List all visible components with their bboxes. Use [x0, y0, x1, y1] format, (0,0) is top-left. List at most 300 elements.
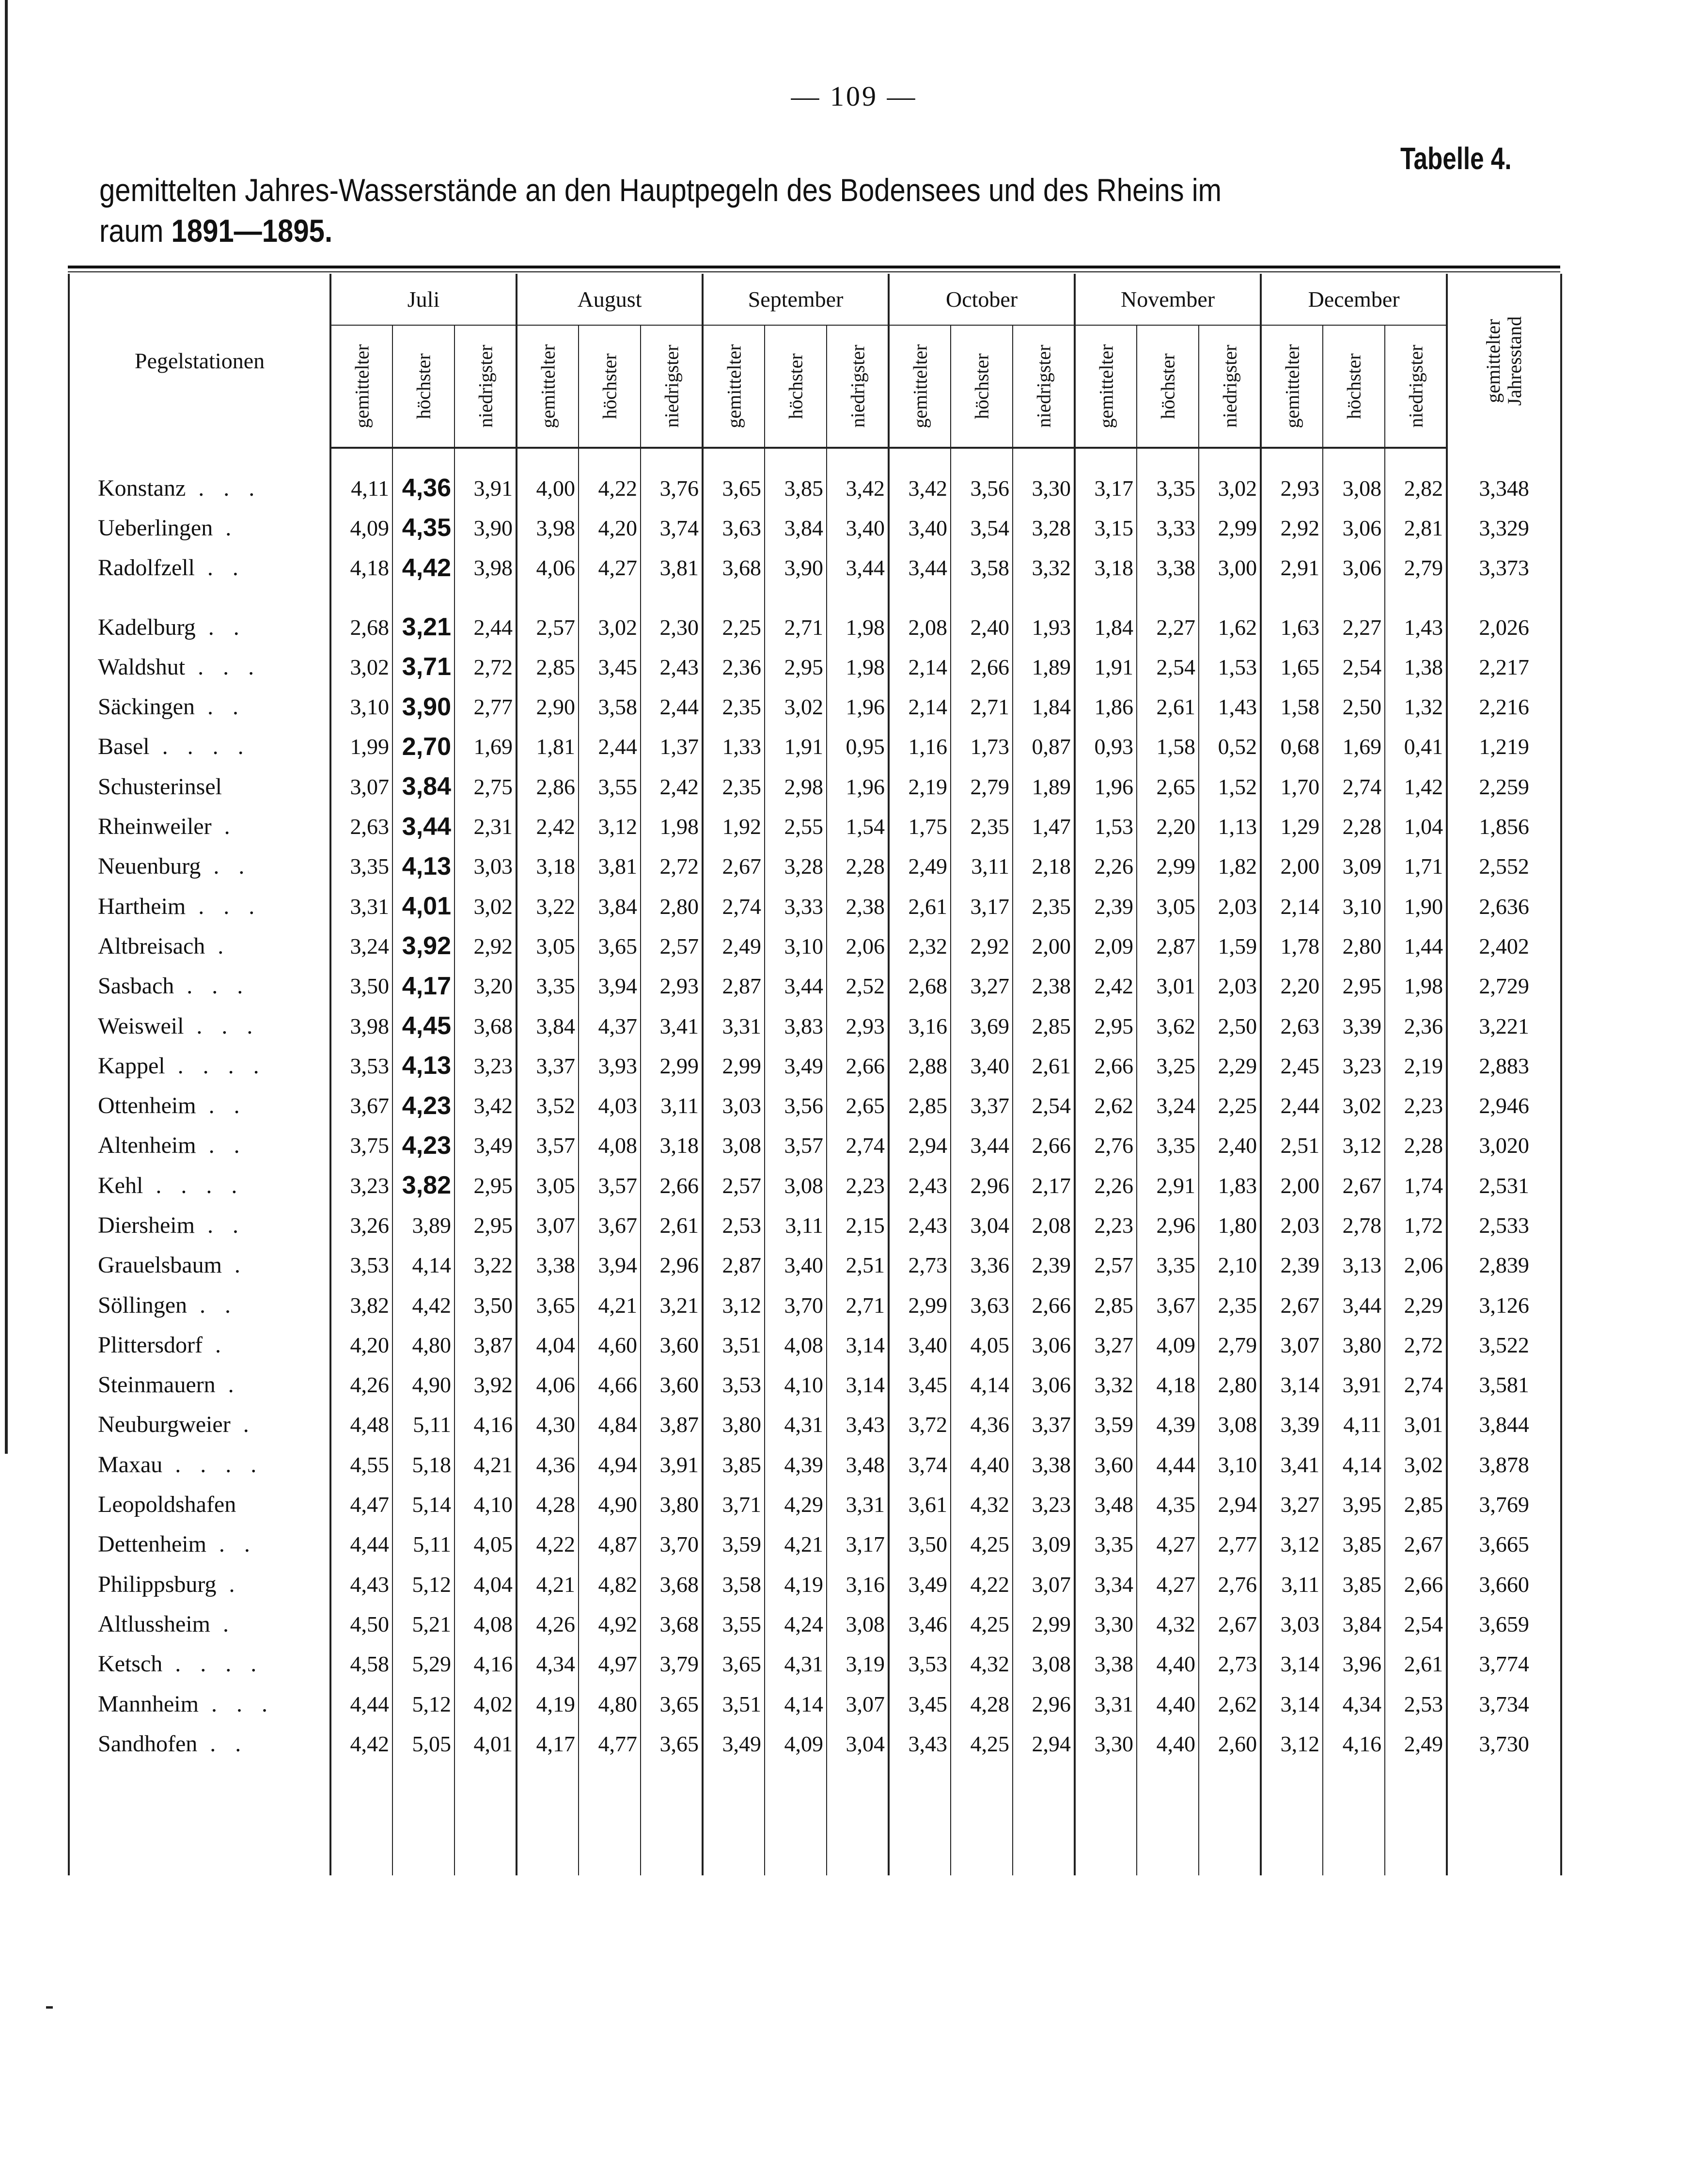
- value-cell: 3,89: [392, 1205, 454, 1245]
- value-cell: 3,23: [454, 1046, 517, 1085]
- value-cell: 2,42: [517, 806, 579, 846]
- value-cell: 3,22: [454, 1245, 517, 1285]
- value-cell: 2,44: [1261, 1085, 1323, 1125]
- value-cell: 2,09: [1075, 926, 1137, 966]
- value-cell: 3,30: [1075, 1604, 1137, 1644]
- value-cell: 2,32: [889, 926, 951, 966]
- value-cell: 3,11: [1261, 1564, 1323, 1604]
- value-cell: 3,65: [703, 1644, 765, 1684]
- value-cell: 3,58: [951, 548, 1013, 588]
- table-label: Tabelle 4.: [1400, 141, 1512, 176]
- value-cell: 3,75: [330, 1126, 392, 1165]
- table-row: [69, 926, 1561, 966]
- value-cell: 3,37: [951, 1085, 1013, 1125]
- value-cell: 1,29: [1261, 806, 1323, 846]
- value-cell: 2,06: [1385, 1245, 1447, 1285]
- value-cell: 4,20: [579, 508, 641, 548]
- value-cell: 3,08: [703, 1126, 765, 1165]
- value-cell: 4,28: [951, 1684, 1013, 1724]
- value-cell: 1,75: [889, 806, 951, 846]
- value-cell: 3,05: [517, 926, 579, 966]
- station-label: Neuburgweier: [98, 1412, 231, 1438]
- value-cell: 1,69: [1323, 727, 1385, 767]
- table-row: [69, 1484, 1561, 1524]
- value-cell: 4,58: [330, 1644, 392, 1684]
- value-cell: 2,19: [889, 767, 951, 806]
- value-cell: 2,70: [392, 727, 454, 767]
- station-name: [69, 1604, 330, 1644]
- value-cell: 1,63: [1261, 607, 1323, 647]
- value-cell: 4,14: [765, 1684, 827, 1724]
- subheader-gemittelter-3: [889, 325, 951, 448]
- value-cell: 4,35: [392, 508, 454, 548]
- subheader-niedrigster-2: [827, 325, 889, 448]
- value-cell: 3,80: [1323, 1325, 1385, 1365]
- value-cell: 4,39: [1137, 1405, 1199, 1445]
- value-cell: 3,28: [1013, 508, 1075, 548]
- value-cell: 2,78: [1323, 1205, 1385, 1245]
- value-cell: 2,53: [703, 1205, 765, 1245]
- subheader-label: höchster: [1157, 353, 1179, 419]
- value-cell: 1,78: [1261, 926, 1323, 966]
- value-cell: 4,44: [330, 1525, 392, 1564]
- value-cell: 2,99: [641, 1046, 703, 1085]
- station-name: [69, 1205, 330, 1245]
- leader-dots: . . .: [185, 654, 261, 680]
- value-cell: 3,01: [1385, 1405, 1447, 1445]
- value-cell: 4,14: [1323, 1445, 1385, 1484]
- value-cell: 3,67: [579, 1205, 641, 1245]
- value-cell: 3,37: [1013, 1405, 1075, 1445]
- value-cell: 3,03: [703, 1085, 765, 1125]
- month-header-november: November: [1075, 274, 1261, 325]
- leader-dots: .: [202, 1332, 228, 1358]
- water-level-table: [68, 274, 1562, 1875]
- value-cell: 2,92: [1261, 508, 1323, 548]
- value-cell: 1,96: [827, 687, 889, 726]
- value-cell: 3,91: [454, 468, 517, 508]
- value-cell: 4,21: [454, 1445, 517, 1484]
- value-cell: 3,51: [703, 1684, 765, 1724]
- value-cell: 1,53: [1199, 647, 1261, 687]
- value-cell: 2,14: [889, 687, 951, 726]
- value-cell: 4,02: [454, 1684, 517, 1724]
- annual-value: 3,329: [1447, 508, 1561, 548]
- value-cell: 3,40: [765, 1245, 827, 1285]
- value-cell: 1,42: [1385, 767, 1447, 806]
- station-label: Radolfzell: [98, 555, 195, 581]
- value-cell: 2,42: [641, 767, 703, 806]
- value-cell: 2,96: [641, 1245, 703, 1285]
- table-row: [69, 1644, 1561, 1684]
- value-cell: 3,65: [579, 926, 641, 966]
- annual-value: 3,878: [1447, 1445, 1561, 1484]
- station-label: Dettenheim: [98, 1531, 206, 1557]
- value-cell: 2,96: [1137, 1205, 1199, 1245]
- value-cell: 1,98: [641, 806, 703, 846]
- value-cell: 3,32: [1013, 548, 1075, 588]
- station-label: Ottenheim: [98, 1093, 196, 1119]
- value-cell: 3,07: [517, 1205, 579, 1245]
- value-cell: 3,46: [889, 1604, 951, 1644]
- value-cell: 4,05: [951, 1325, 1013, 1365]
- value-cell: 3,52: [517, 1085, 579, 1125]
- subheader-gemittelter-0: [330, 325, 392, 448]
- value-cell: 3,12: [1261, 1525, 1323, 1564]
- value-cell: 3,35: [330, 847, 392, 886]
- value-cell: 3,11: [765, 1205, 827, 1245]
- value-cell: 4,66: [579, 1365, 641, 1405]
- value-cell: 3,71: [703, 1484, 765, 1524]
- value-cell: 1,98: [827, 607, 889, 647]
- annual-value: 2,946: [1447, 1085, 1561, 1125]
- table-row: [69, 1445, 1561, 1484]
- table-row: [69, 1046, 1561, 1085]
- value-cell: 2,85: [1013, 1006, 1075, 1046]
- subheader-gemittelter-5: [1261, 325, 1323, 448]
- value-cell: 3,53: [330, 1245, 392, 1285]
- annual-value: 3,522: [1447, 1325, 1561, 1365]
- value-cell: 2,79: [1385, 548, 1447, 588]
- value-cell: 3,84: [765, 508, 827, 548]
- value-cell: 3,82: [392, 1165, 454, 1205]
- station-label: Neuenburg: [98, 853, 201, 880]
- value-cell: 3,38: [1075, 1644, 1137, 1684]
- value-cell: 3,23: [1323, 1046, 1385, 1085]
- value-cell: 3,65: [517, 1285, 579, 1325]
- value-cell: 3,07: [1013, 1564, 1075, 1604]
- value-cell: 4,36: [392, 468, 454, 508]
- value-cell: 1,62: [1199, 607, 1261, 647]
- value-cell: 4,29: [765, 1484, 827, 1524]
- value-cell: 2,76: [1075, 1126, 1137, 1165]
- station-label: Ketsch: [98, 1651, 163, 1677]
- value-cell: 3,08: [1199, 1405, 1261, 1445]
- value-cell: 2,93: [641, 966, 703, 1006]
- value-cell: 4,19: [765, 1564, 827, 1604]
- value-cell: 3,12: [579, 806, 641, 846]
- value-cell: 2,52: [827, 966, 889, 1006]
- value-cell: 1,38: [1385, 647, 1447, 687]
- value-cell: 3,10: [1199, 1445, 1261, 1484]
- value-cell: 4,27: [1137, 1564, 1199, 1604]
- value-cell: 3,83: [765, 1006, 827, 1046]
- leader-dots: . . . .: [162, 1651, 264, 1677]
- value-cell: 4,10: [765, 1365, 827, 1405]
- value-cell: 2,44: [579, 727, 641, 767]
- value-cell: 3,35: [1075, 1525, 1137, 1564]
- station-name: [69, 966, 330, 1006]
- value-cell: 5,14: [392, 1484, 454, 1524]
- value-cell: 3,42: [454, 1085, 517, 1125]
- value-cell: 2,45: [1261, 1046, 1323, 1085]
- value-cell: 4,37: [579, 1006, 641, 1046]
- value-cell: 4,26: [517, 1604, 579, 1644]
- subheader-gemittelter-1: [517, 325, 579, 448]
- table-row: [69, 1205, 1561, 1245]
- value-cell: 3,38: [517, 1245, 579, 1285]
- value-cell: 4,31: [765, 1405, 827, 1445]
- table-row: [69, 1564, 1561, 1604]
- annual-value: 2,531: [1447, 1165, 1561, 1205]
- spacer-row: [69, 1764, 1561, 1875]
- value-cell: 3,68: [454, 1006, 517, 1046]
- value-cell: 3,31: [827, 1484, 889, 1524]
- leader-dots: . . . .: [143, 1172, 244, 1198]
- value-cell: 3,49: [765, 1046, 827, 1085]
- value-cell: 4,42: [392, 1285, 454, 1325]
- value-cell: 3,40: [889, 508, 951, 548]
- page-title: [99, 170, 1222, 251]
- value-cell: 3,50: [454, 1285, 517, 1325]
- value-cell: 4,28: [517, 1484, 579, 1524]
- value-cell: 4,14: [951, 1365, 1013, 1405]
- value-cell: 2,98: [765, 767, 827, 806]
- value-cell: 3,67: [1137, 1285, 1199, 1325]
- value-cell: 4,40: [1137, 1644, 1199, 1684]
- value-cell: 2,82: [1385, 468, 1447, 508]
- leader-dots: . . .: [186, 475, 262, 501]
- value-cell: 0,52: [1199, 727, 1261, 767]
- value-cell: 2,51: [827, 1245, 889, 1285]
- value-cell: 2,62: [1199, 1684, 1261, 1724]
- table-row: [69, 1245, 1561, 1285]
- value-cell: 3,17: [827, 1525, 889, 1564]
- value-cell: 4,01: [454, 1724, 517, 1763]
- value-cell: 3,28: [765, 847, 827, 886]
- table-row: [69, 1684, 1561, 1724]
- value-cell: 3,58: [579, 687, 641, 726]
- value-cell: 3,92: [454, 1365, 517, 1405]
- value-cell: 2,49: [889, 847, 951, 886]
- value-cell: 4,04: [517, 1325, 579, 1365]
- value-cell: 4,17: [392, 966, 454, 1006]
- value-cell: 3,76: [641, 468, 703, 508]
- annual-value: 3,659: [1447, 1604, 1561, 1644]
- station-label: Sandhofen: [98, 1730, 198, 1757]
- value-cell: 2,63: [1261, 1006, 1323, 1046]
- value-cell: 4,25: [951, 1525, 1013, 1564]
- subheader-label: niedrigster: [1405, 345, 1427, 428]
- annual-value: 3,373: [1447, 548, 1561, 588]
- station-label: Diersheim: [98, 1212, 195, 1238]
- value-cell: 2,08: [1013, 1205, 1075, 1245]
- value-cell: 2,03: [1199, 886, 1261, 926]
- value-cell: 3,50: [889, 1525, 951, 1564]
- value-cell: 2,50: [1199, 1006, 1261, 1046]
- annual-value: 3,581: [1447, 1365, 1561, 1405]
- value-cell: 2,95: [454, 1165, 517, 1205]
- table-row: [69, 1126, 1561, 1165]
- value-cell: 2,91: [1137, 1165, 1199, 1205]
- value-cell: 2,35: [703, 767, 765, 806]
- value-cell: 4,36: [951, 1405, 1013, 1445]
- station-label: Rheinweiler: [98, 814, 212, 840]
- value-cell: 1,73: [951, 727, 1013, 767]
- subheader-label: gemittelter: [723, 344, 745, 428]
- value-cell: 4,82: [579, 1564, 641, 1604]
- value-cell: 3,69: [951, 1006, 1013, 1046]
- value-cell: 3,35: [1137, 1126, 1199, 1165]
- value-cell: 1,92: [703, 806, 765, 846]
- station-name: [69, 1285, 330, 1325]
- value-cell: 3,71: [392, 647, 454, 687]
- value-cell: 4,04: [454, 1564, 517, 1604]
- value-cell: 3,56: [765, 1085, 827, 1125]
- value-cell: 1,72: [1385, 1205, 1447, 1245]
- value-cell: 2,73: [889, 1245, 951, 1285]
- table-row: [69, 1006, 1561, 1046]
- value-cell: 3,87: [641, 1405, 703, 1445]
- annual-value: 2,533: [1447, 1205, 1561, 1245]
- station-name: [69, 886, 330, 926]
- value-cell: 1,69: [454, 727, 517, 767]
- station-name: [69, 508, 330, 548]
- station-label: Steinmauern: [98, 1372, 216, 1398]
- leader-dots: . . . .: [149, 734, 251, 760]
- value-cell: 3,17: [1075, 468, 1137, 508]
- value-cell: 2,53: [1385, 1684, 1447, 1724]
- value-cell: 2,25: [703, 607, 765, 647]
- value-cell: 2,44: [454, 607, 517, 647]
- value-cell: 2,87: [703, 1245, 765, 1285]
- value-cell: 2,67: [1385, 1525, 1447, 1564]
- value-cell: 2,66: [951, 647, 1013, 687]
- value-cell: 3,44: [392, 806, 454, 846]
- value-cell: 3,30: [1013, 468, 1075, 508]
- value-cell: 3,48: [827, 1445, 889, 1484]
- annual-value: 3,774: [1447, 1644, 1561, 1684]
- value-cell: 3,60: [641, 1325, 703, 1365]
- value-cell: 1,93: [1013, 607, 1075, 647]
- subheader-label: niedrigster: [1033, 345, 1055, 428]
- value-cell: 3,01: [1137, 966, 1199, 1006]
- station-label: Schusterinsel: [98, 773, 222, 800]
- value-cell: 2,44: [641, 687, 703, 726]
- value-cell: 2,93: [1261, 468, 1323, 508]
- value-cell: 2,74: [827, 1126, 889, 1165]
- value-cell: 3,94: [579, 1245, 641, 1285]
- value-cell: 4,39: [765, 1445, 827, 1484]
- value-cell: 2,39: [1261, 1245, 1323, 1285]
- value-cell: 2,38: [1013, 966, 1075, 1006]
- value-cell: 4,25: [951, 1724, 1013, 1763]
- value-cell: 3,07: [827, 1684, 889, 1724]
- value-cell: 4,21: [579, 1285, 641, 1325]
- value-cell: 3,10: [765, 926, 827, 966]
- value-cell: 2,88: [889, 1046, 951, 1085]
- value-cell: 4,47: [330, 1484, 392, 1524]
- value-cell: 2,28: [1323, 806, 1385, 846]
- value-cell: 4,08: [454, 1604, 517, 1644]
- value-cell: 2,77: [454, 687, 517, 726]
- value-cell: 2,65: [1137, 767, 1199, 806]
- value-cell: 3,53: [703, 1365, 765, 1405]
- station-label: Leopoldshafen: [98, 1492, 236, 1518]
- value-cell: 2,99: [1199, 508, 1261, 548]
- value-cell: 2,28: [1385, 1126, 1447, 1165]
- value-cell: 3,98: [330, 1006, 392, 1046]
- station-name: [69, 1484, 330, 1524]
- value-cell: 3,21: [641, 1285, 703, 1325]
- station-label: Sasbach: [98, 973, 174, 999]
- station-name: [69, 1006, 330, 1046]
- value-cell: 3,09: [1323, 847, 1385, 886]
- value-cell: 2,29: [1199, 1046, 1261, 1085]
- value-cell: 2,28: [827, 847, 889, 886]
- table-row: [69, 1405, 1561, 1445]
- value-cell: 1,91: [765, 727, 827, 767]
- value-cell: 4,19: [517, 1684, 579, 1724]
- value-cell: 3,98: [517, 508, 579, 548]
- spacer-row: [69, 588, 1561, 607]
- spacer-row: [69, 448, 1561, 468]
- value-cell: 4,40: [1137, 1724, 1199, 1763]
- value-cell: 2,92: [454, 926, 517, 966]
- value-cell: 3,33: [765, 886, 827, 926]
- value-cell: 2,35: [951, 806, 1013, 846]
- value-cell: 3,93: [579, 1046, 641, 1085]
- value-cell: 2,35: [1013, 886, 1075, 926]
- value-cell: 3,60: [641, 1365, 703, 1405]
- value-cell: 3,18: [1075, 548, 1137, 588]
- value-cell: 4,80: [579, 1684, 641, 1724]
- value-cell: 2,30: [641, 607, 703, 647]
- value-cell: 1,04: [1385, 806, 1447, 846]
- value-cell: 4,45: [392, 1006, 454, 1046]
- value-cell: 3,02: [1199, 468, 1261, 508]
- value-cell: 2,26: [1075, 847, 1137, 886]
- annual-value: 2,026: [1447, 607, 1561, 647]
- annual-value: 3,730: [1447, 1724, 1561, 1763]
- value-cell: 3,65: [641, 1724, 703, 1763]
- leader-dots: . . . .: [165, 1053, 266, 1079]
- value-cell: 3,20: [454, 966, 517, 1006]
- value-cell: 3,34: [1075, 1564, 1137, 1604]
- value-cell: 1,54: [827, 806, 889, 846]
- value-cell: 2,92: [951, 926, 1013, 966]
- value-cell: 4,16: [454, 1405, 517, 1445]
- annual-value: 3,734: [1447, 1684, 1561, 1724]
- value-cell: 3,90: [454, 508, 517, 548]
- station-label: Söllingen: [98, 1292, 188, 1318]
- value-cell: 3,12: [703, 1285, 765, 1325]
- value-cell: 2,54: [1385, 1604, 1447, 1644]
- value-cell: 5,11: [392, 1525, 454, 1564]
- value-cell: 3,21: [392, 607, 454, 647]
- value-cell: 4,01: [392, 886, 454, 926]
- station-name: [69, 1525, 330, 1564]
- subheader-label: niedrigster: [846, 345, 869, 428]
- value-cell: 1,83: [1199, 1165, 1261, 1205]
- leader-dots: . .: [196, 1093, 247, 1119]
- value-cell: 4,34: [517, 1644, 579, 1684]
- value-cell: 4,08: [765, 1325, 827, 1365]
- value-cell: 2,57: [641, 926, 703, 966]
- station-label: Konstanz: [98, 475, 186, 501]
- value-cell: 2,75: [454, 767, 517, 806]
- subheader-label: höchster: [412, 353, 435, 419]
- station-name: [69, 1724, 330, 1763]
- value-cell: 1,13: [1199, 806, 1261, 846]
- value-cell: 3,44: [1323, 1285, 1385, 1325]
- leader-dots: . .: [194, 694, 245, 720]
- value-cell: 3,03: [1261, 1604, 1323, 1644]
- value-cell: 1,74: [1385, 1165, 1447, 1205]
- value-cell: 1,84: [1013, 687, 1075, 726]
- value-cell: 1,43: [1199, 687, 1261, 726]
- value-cell: 3,60: [1075, 1445, 1137, 1484]
